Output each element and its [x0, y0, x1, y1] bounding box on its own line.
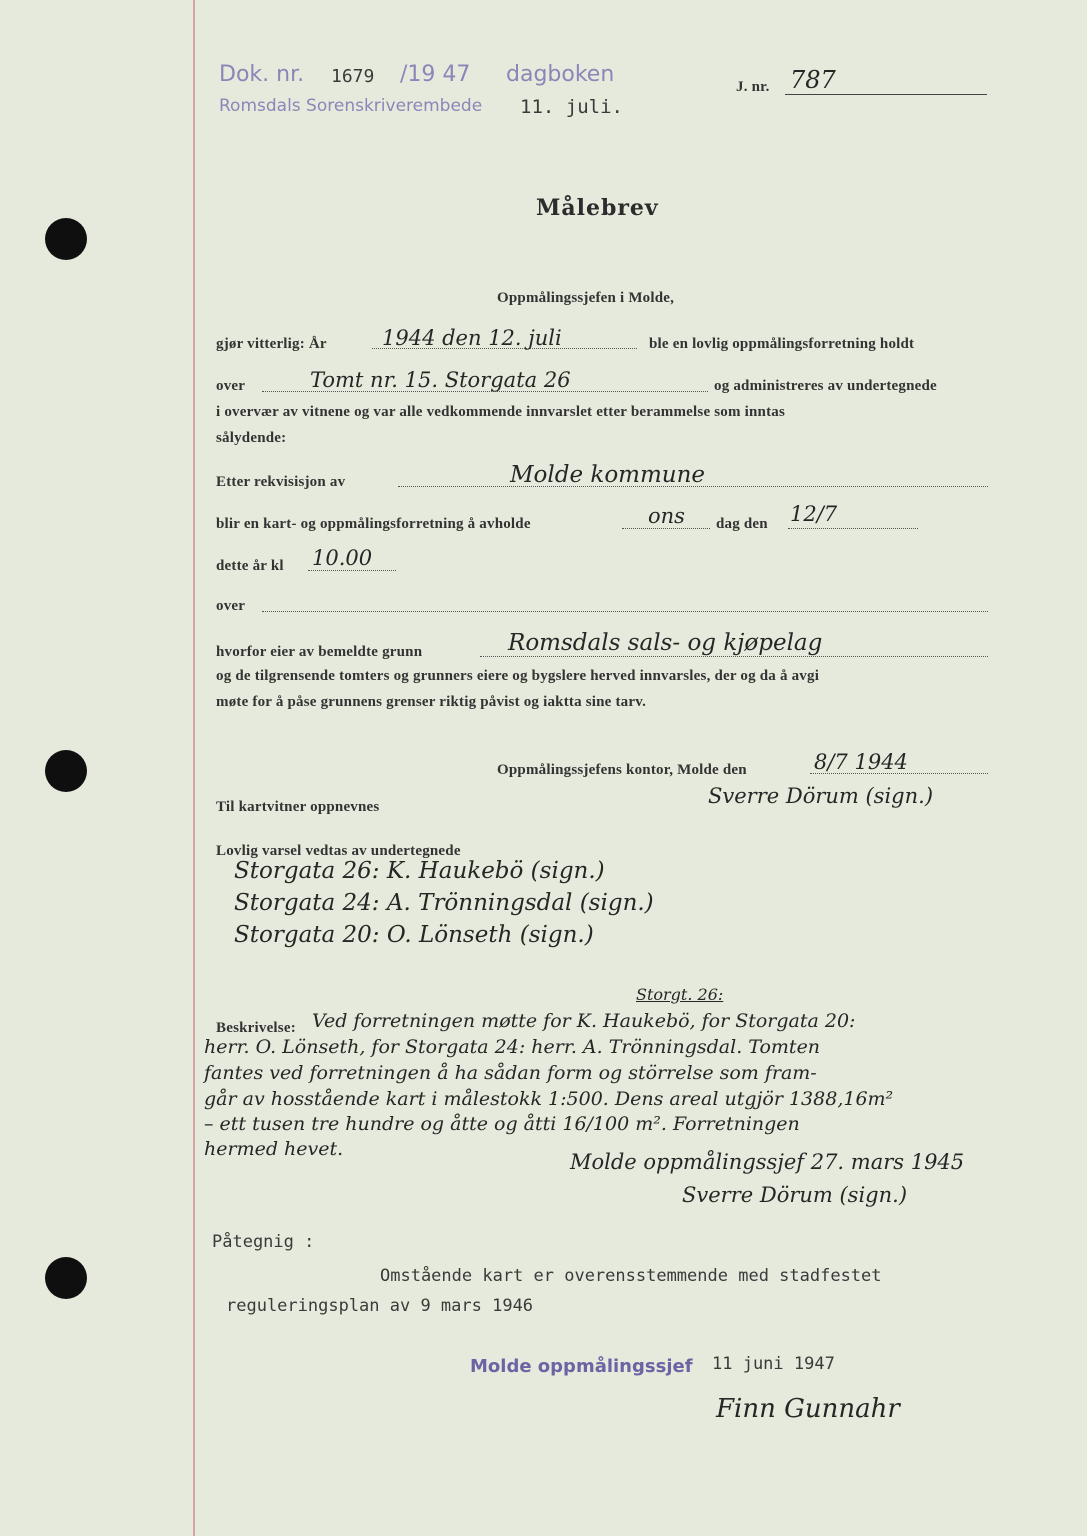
dok-nr-label: Dok. nr. — [219, 62, 305, 87]
pategning-date: 11 juni 1947 — [712, 1354, 835, 1374]
form-text-d: møte for å påse grunnens grenser riktig påvist og iaktta sine tarv. — [216, 694, 647, 710]
avholde-label: blir en kart- og oppmålingsforretning å avholde — [216, 516, 531, 532]
beskrivelse-line: hermed hevet. — [204, 1138, 344, 1160]
gjor-label: gjør vitterlig: År — [216, 336, 327, 352]
gjor-value: 1944 den 12. juli — [382, 326, 562, 350]
kontor-date: 8/7 1944 — [814, 750, 908, 774]
dagbok-label: dagboken — [506, 62, 615, 87]
punch-hole — [45, 218, 87, 260]
beskrivelse-insert: Storgt. 26: — [636, 985, 724, 1004]
j-nr-label: J. nr. — [736, 79, 770, 95]
beskrivelse-closing: Molde oppmålingssjef 27. mars 1945 — [570, 1150, 965, 1174]
varsel-entry: Storgata 24: A. Trönningsdal (sign.) — [234, 890, 654, 916]
kl-value: 10.00 — [312, 546, 373, 570]
intro-text-a: i overvær av vitnene og var alle vedkommende innvarslet etter berammelse som inntas — [216, 404, 786, 420]
office-stamp: Romsdals Sorenskriverembede — [219, 96, 483, 116]
varsel-entry: Storgata 26: K. Haukebö (sign.) — [234, 858, 605, 884]
margin-line — [193, 0, 195, 1536]
pategning-line: reguleringsplan av 9 mars 1946 — [226, 1296, 534, 1316]
j-nr-value: 787 — [790, 66, 836, 94]
punch-hole — [45, 750, 87, 792]
varsel-label: Lovlig varsel vedtas av undertegnede — [216, 843, 461, 859]
dok-date: 11. juli. — [520, 96, 623, 118]
eier-label: hvorfor eier av bemeldte grunn — [216, 644, 423, 660]
punch-hole — [45, 1257, 87, 1299]
form-over-label: over — [216, 598, 246, 614]
eier-value: Romsdals sals- og kjøpelag — [508, 630, 823, 656]
over-label: over — [216, 378, 246, 394]
beskrivelse-line: Ved forretningen møtte for K. Haukebö, for Storgata 20: — [312, 1010, 856, 1032]
pategning-label: Påtegnig : — [212, 1232, 315, 1252]
varsel-entry: Storgata 20: O. Lönseth (sign.) — [234, 922, 594, 948]
molde-stamp: Molde oppmålingssjef — [470, 1356, 693, 1377]
beskrivelse-line: går av hosstående kart i målestokk 1:500. Dens areal utgjör 1388,16m² — [204, 1088, 894, 1110]
form-text-c: og de tilgrensende tomters og grunners eiere og bygslere herved innvarsles, der og da å avgi — [216, 668, 820, 684]
rekv-value: Molde kommune — [510, 462, 706, 488]
dag-value: 12/7 — [790, 502, 838, 526]
rekv-label: Etter rekvisisjon av — [216, 474, 346, 490]
beskrivelse-line: fantes ved forretningen å ha sådan form og störrelse som fram- — [204, 1062, 817, 1084]
kl-label: dette år kl — [216, 558, 284, 574]
over-value: Tomt nr. 15. Storgata 26 — [310, 368, 571, 392]
kontor-label: Oppmålingssjefens kontor, Molde den — [497, 762, 747, 778]
dok-year: /19 47 — [400, 62, 471, 87]
kontor-signature: Sverre Dörum (sign.) — [708, 784, 934, 808]
pategning-line: Omstående kart er overensstemmende med stadfestet — [380, 1266, 882, 1286]
kartvitner-label: Til kartvitner oppnevnes — [216, 799, 380, 815]
dok-nr-value: 1679 — [331, 66, 375, 87]
beskrivelse-label: Beskrivelse: — [216, 1020, 296, 1036]
over-suffix: og administreres av undertegnede — [714, 378, 937, 394]
gjor-suffix: ble en lovlig oppmålingsforretning holdt — [649, 336, 915, 352]
intro-text-b: sålydende: — [216, 430, 287, 446]
beskrivelse-line: – ett tusen tre hundre og åtte og åtti 16/100 m². Forretningen — [204, 1113, 800, 1135]
final-signature: Finn Gunnahr — [716, 1394, 900, 1424]
dag-label: dag den — [716, 516, 768, 532]
page-title: Målebrev — [536, 195, 659, 221]
beskrivelse-signature: Sverre Dörum (sign.) — [682, 1183, 908, 1207]
beskrivelse-line: herr. O. Lönseth, for Storgata 24: herr. A. Trönningsdal. Tomten — [204, 1036, 821, 1058]
issuer-line: Oppmålingssjefen i Molde, — [497, 290, 675, 306]
avholde-day: ons — [648, 504, 685, 528]
